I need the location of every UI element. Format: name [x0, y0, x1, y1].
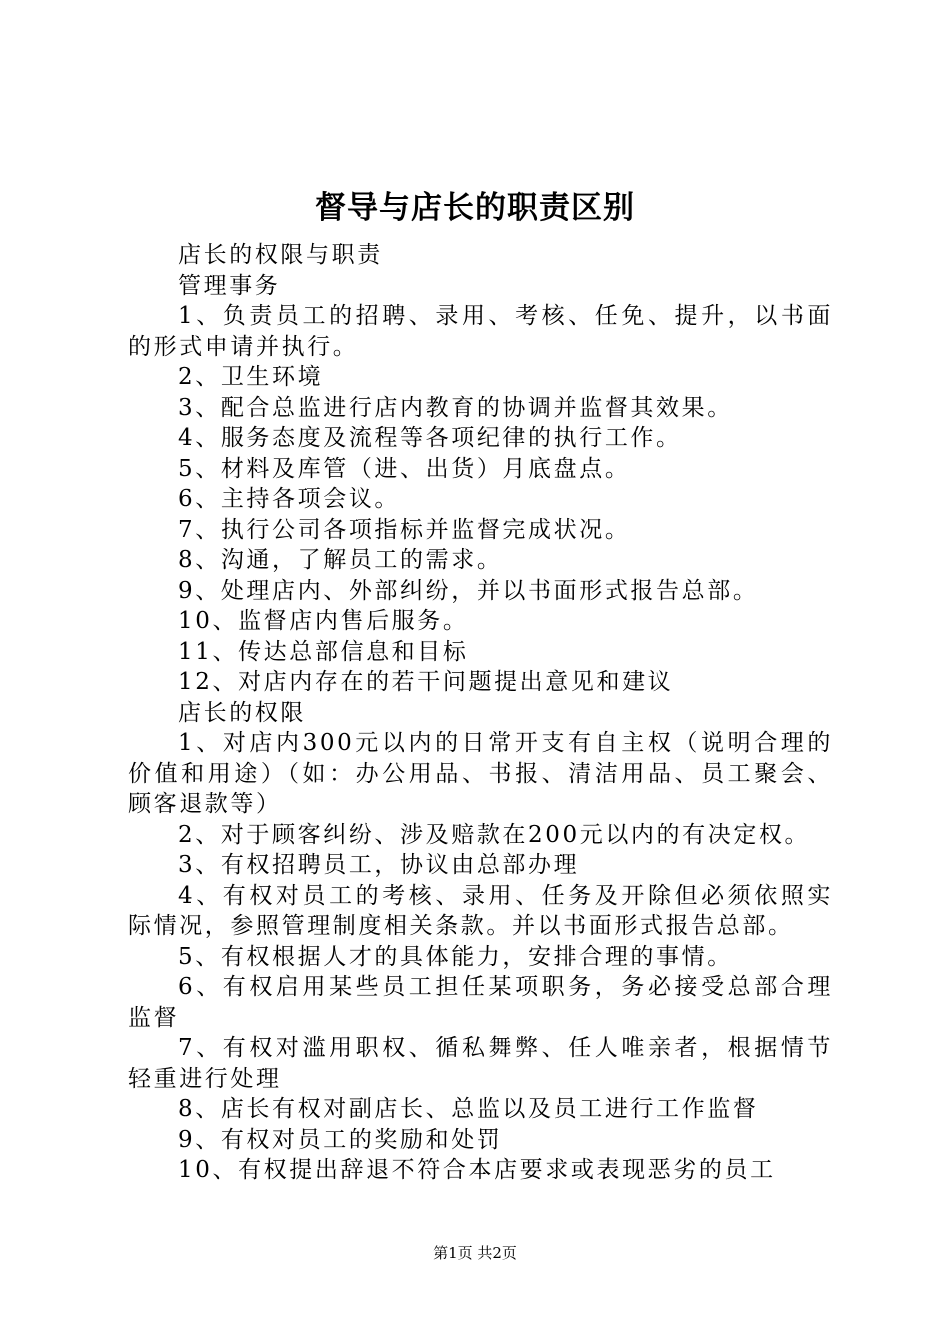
- list-item: 6、主持各项会议。: [178, 486, 401, 512]
- list-item: 5、有权根据人才的具体能力，安排合理的事情。: [178, 943, 733, 970]
- subsection-heading: 管理事务: [178, 272, 281, 299]
- list-item: 12、对店内存在的若干问题提出意见和建议: [178, 669, 674, 695]
- list-item: 9、处理店内、外部纠纷，并以书面形式报告总部。: [178, 577, 759, 604]
- list-item: 8、沟通，了解员工的需求。: [178, 547, 503, 573]
- section-heading: 店长的权限与职责: [178, 242, 383, 268]
- list-item: 5、材料及库管（进、出货）月底盘点。: [178, 455, 631, 482]
- list-item: 3、配合总监进行店内教育的协调并监督其效果。: [178, 394, 733, 421]
- list-item: 10、有权提出辞退不符合本店要求或表现恶劣的员工: [178, 1157, 776, 1183]
- list-item: 8、店长有权对副店长、总监以及员工进行工作监督: [178, 1096, 759, 1122]
- page-footer: 第1页 共2页: [433, 1244, 517, 1262]
- list-item: 10、监督店内售后服务。: [178, 608, 469, 634]
- list-item: 4、有权对员工的考核、录用、任务及开除但必须依照实际情况，参照管理制度相关条款。并以书面形式报告总部。: [128, 882, 833, 939]
- subsection-heading: 店长的权限: [178, 699, 306, 726]
- document-body: [128, 240, 833, 1186]
- list-item: 7、执行公司各项指标并监督完成状况。: [178, 516, 631, 543]
- list-item: 9、有权对员工的奖励和处罚: [178, 1126, 503, 1153]
- list-item: 4、服务态度及流程等各项纪律的执行工作。: [178, 425, 682, 451]
- list-item: 6、有权启用某些员工担任某项职务，务必接受总部合理监督: [128, 974, 833, 1031]
- list-item: 3、有权招聘员工，协议由总部办理: [178, 852, 580, 878]
- list-item: 2、卫生环境: [178, 364, 324, 390]
- list-item: 1、负责员工的招聘、录用、考核、任免、提升，以书面的形式申请并执行。: [128, 303, 833, 360]
- list-item: 11、传达总部信息和目标: [178, 638, 469, 665]
- document-title: 督导与店长的职责区别: [315, 190, 635, 226]
- list-item: 2、对于顾客纠纷、涉及赔款在200元以内的有决定权。: [178, 821, 811, 848]
- list-item: 1、对店内300元以内的日常开支有自主权（说明合理的价值和用途）（如：办公用品、书报、清洁用品、员工聚会、顾客退款等）: [128, 730, 833, 817]
- list-item: 7、有权对滥用职权、循私舞弊、任人唯亲者，根据情节轻重进行处理: [128, 1035, 833, 1092]
